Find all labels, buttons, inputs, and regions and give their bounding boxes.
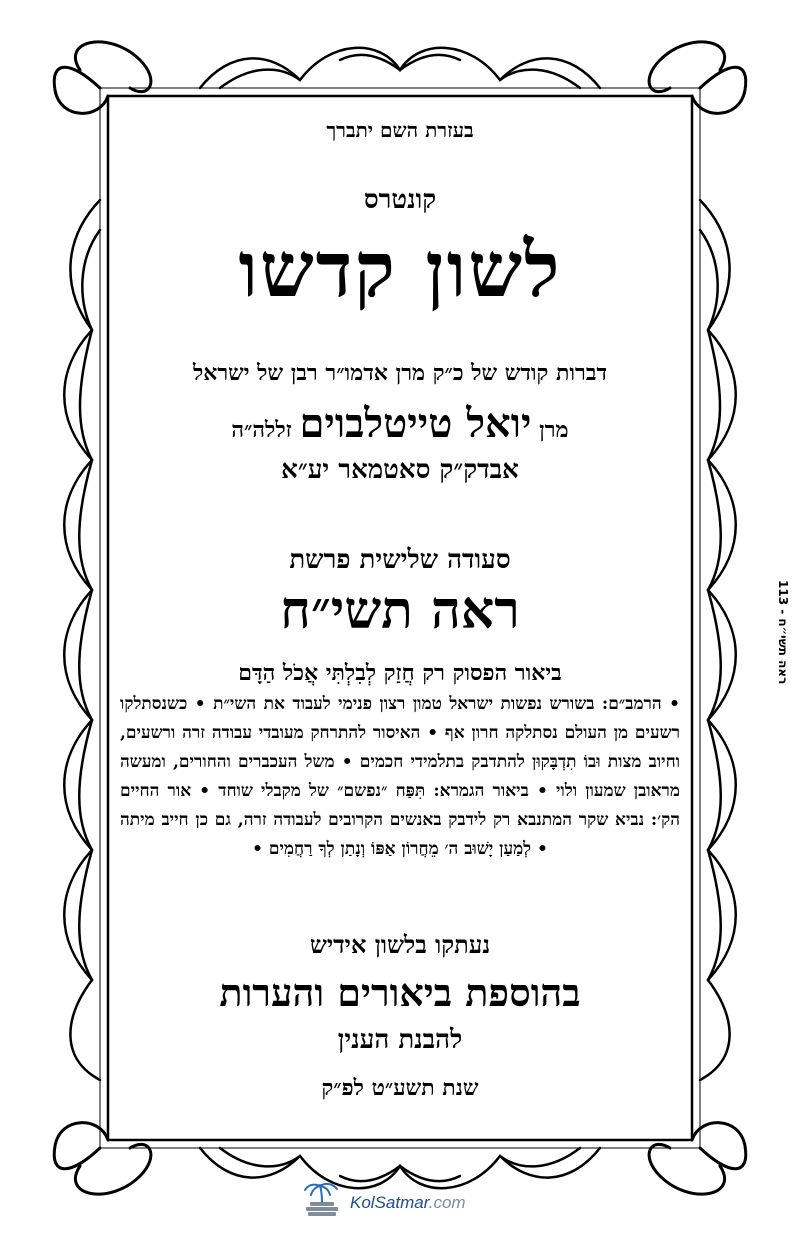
maran-label: מרן (539, 417, 569, 443)
logo-wordmark (350, 1193, 466, 1213)
title-page-content (120, 100, 680, 1101)
lehavanas-line: להבנת הענין (337, 1025, 463, 1055)
translated-line: נעתקו בלשון אידיש (309, 930, 491, 959)
avdak-line: אבדק״ק סאטמאר יע״א (281, 455, 519, 485)
kuntres-label: קונטרס (363, 185, 437, 215)
author-suffix: זללה״ה (231, 417, 292, 443)
besiyata-line: בעזרת השם יתברך (326, 118, 474, 142)
additions-title: בהוספת ביאורים והערות (219, 970, 581, 1015)
parsha-title: ראה תשי״ח (280, 580, 520, 641)
author-name-line (130, 400, 670, 447)
seuda-line: סעודה שלישית פרשת (289, 545, 511, 575)
divrei-line: דברות קודש של כ״ק מרן אדמו״ר רבן של ישראל (192, 360, 608, 386)
logo-domain: .com (428, 1193, 466, 1212)
side-page-label: ראה תשי״ח - 113 (776, 580, 790, 685)
palm-tree-icon (300, 1181, 344, 1225)
pasuk-heading: ביאור הפסוק רק חֲזַק לְבִלְתִּי אֲכֹל הַדָּם (238, 660, 562, 686)
year-line: שנת תשע״ט לפ״ק (321, 1075, 479, 1101)
author-name: יואל טייטלבוים (299, 400, 532, 447)
page-title: לשון קדשו (238, 225, 562, 314)
logo-name: KolSatmar (350, 1193, 429, 1212)
summary-paragraph: • הרמב״ם: בשורש נפשות ישראל טמון רצון פנימי לעבוד את השי״ת • כשנסתלקו רשעים מן העולם נסתלקה חרון אף • האיסור להתרחק מעובדי עבודה זרה ורשעים, וחיוב מצות וּבוֹ תִדְבָּקוּן להתדבק בתלמידי חכמים • משל העכברים והחורים, ומעשה מראובן שמעון ולוי • ביאור הגמרא: תִּפַּח ״נפשם״ של מקבלי שוחד • אור החיים הק׳: נביא שקר המתנבא רק לידבק באנשים הקרובים לעבודה זרה, גם כן חייב מיתה • לְמַעַן יָשׁוּב ה׳ מֵחֲרוֹן אַפּוֹ וְנָתַן לְךָ רַחֲמִים • (120, 694, 680, 859)
kolsatmar-logo[interactable] (300, 1183, 500, 1223)
